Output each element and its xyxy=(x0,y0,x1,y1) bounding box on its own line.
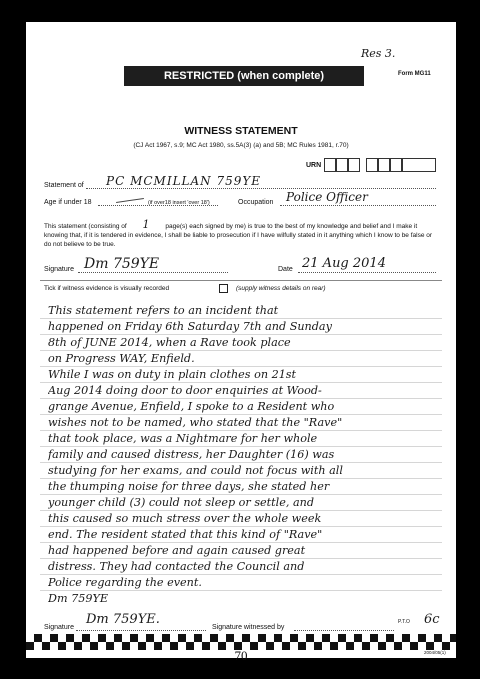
urn-label: URN xyxy=(306,162,322,169)
rule-line xyxy=(40,350,442,351)
footer-code: 2004/05(1) xyxy=(424,650,446,655)
bottom-signature[interactable] xyxy=(86,612,160,627)
statement-line: the thumping noise for three days, she stated her xyxy=(48,480,330,493)
occupation-label: Occupation xyxy=(238,199,274,206)
date-field[interactable]: 21 Aug 2014 xyxy=(302,256,386,271)
age-label: Age if under 18 xyxy=(44,199,92,206)
rule-line xyxy=(40,574,442,575)
statement-of-label: Statement of xyxy=(44,182,84,189)
pto-label: P.T.O xyxy=(398,619,410,625)
visually-recorded-checkbox[interactable] xyxy=(219,284,228,293)
signature-label: Signature xyxy=(44,266,74,273)
statement-line: wishes not to be named, who stated that the "Rave" xyxy=(48,416,343,429)
date-line xyxy=(298,272,436,273)
occupation-field[interactable]: Police Officer xyxy=(286,190,368,204)
statement-line: studying for her exams, and could not focus with all xyxy=(48,464,343,477)
rule-line xyxy=(40,590,442,591)
restricted-banner: RESTRICTED (when complete) xyxy=(124,66,364,86)
witnessed-label: Signature witnessed by xyxy=(212,624,285,631)
legal-reference: (CJ Act 1967, s.9; MC Act 1980, ss.5A(3) (a) and 5B; MC Rules 1981, r.70) xyxy=(133,142,349,149)
statement-line: While I was on duty in plain clothes on 21st xyxy=(48,368,297,381)
statement-line: happened on Friday 6th Saturday 7th and Sunday xyxy=(48,320,332,333)
signature-value: 759YE xyxy=(112,256,160,272)
witness-statement-form xyxy=(26,22,456,663)
rule-line xyxy=(40,494,442,495)
rule-line xyxy=(40,334,442,335)
signature-top[interactable] xyxy=(84,256,159,272)
bottom-signature-label: Signature xyxy=(44,624,74,631)
rule-line xyxy=(40,542,442,543)
signoff-scribble: Dm xyxy=(48,592,72,605)
statement-line: This statement refers to an incident that xyxy=(48,304,279,317)
age-strike xyxy=(116,198,144,203)
page-number: 70 xyxy=(234,648,248,663)
age-note: (if over18 insert 'over 18') xyxy=(148,200,210,206)
rule-line xyxy=(40,478,442,479)
initials-mark: 6c xyxy=(424,612,440,627)
statement-line: younger child (3) could not sleep or settle, and xyxy=(48,496,315,509)
divider xyxy=(40,280,442,281)
signoff-value: 759YE xyxy=(71,592,109,605)
signature-scribble: Dm xyxy=(84,256,113,272)
urn-box[interactable] xyxy=(402,158,436,172)
statement-line: grange Avenue, Enfield, I spoke to a Resident who xyxy=(48,400,335,413)
urn-box[interactable] xyxy=(378,158,390,172)
urn-box[interactable] xyxy=(324,158,336,172)
bottom-signature-scribble: Dm xyxy=(86,612,113,627)
rule-line xyxy=(40,462,442,463)
witnessed-line xyxy=(294,630,394,631)
declaration-post: page(s) each signed by me) is true to the best of my knowledge and belief and I make it knowing that, if it is tendered in evidence, I shall be liable to prosecution if I have wilfully stated in it anything which I know to be false or do not believe to be true. xyxy=(44,223,433,248)
statement-of-line xyxy=(86,188,436,189)
urn-box[interactable] xyxy=(390,158,402,172)
statement-line: Aug 2014 doing door to door enquiries at Wood- xyxy=(48,384,322,397)
rule-line xyxy=(40,558,442,559)
rule-line xyxy=(40,446,442,447)
date-label: Date xyxy=(278,266,293,273)
tick-detail: (supply witness details on rear) xyxy=(236,285,326,292)
occupation-line xyxy=(280,205,436,206)
exhibit-mark: Res 3. xyxy=(361,47,396,60)
statement-line: distress. They had contacted the Council and xyxy=(48,560,305,573)
statement-line: had happened before and again caused great xyxy=(48,544,306,557)
pages-count[interactable]: 1 xyxy=(142,218,150,231)
form-title: WITNESS STATEMENT xyxy=(184,125,298,137)
rule-line xyxy=(40,366,442,367)
statement-line: 8th of JUNE 2014, when a Rave took place xyxy=(48,336,291,349)
rule-line xyxy=(40,414,442,415)
bottom-signature-line xyxy=(76,630,206,631)
statement-line: on Progress WAY, Enfield. xyxy=(48,352,195,365)
statement-line: Police regarding the event. xyxy=(48,576,202,589)
urn-box[interactable] xyxy=(336,158,348,172)
rule-line xyxy=(40,526,442,527)
form-number: Form MG11 xyxy=(398,71,431,77)
rule-line xyxy=(40,430,442,431)
rule-line xyxy=(40,398,442,399)
urn-box[interactable] xyxy=(348,158,360,172)
rule-line xyxy=(40,318,442,319)
statement-of-field[interactable]: PC MCMILLAN 759YE xyxy=(106,174,262,188)
statement-line: this caused so much stress over the whole week xyxy=(48,512,322,525)
signature-line xyxy=(78,272,228,273)
tick-label: Tick if witness evidence is visually recorded xyxy=(44,285,170,292)
declaration-text xyxy=(44,220,440,249)
rule-line xyxy=(40,382,442,383)
urn-box[interactable] xyxy=(366,158,378,172)
statement-line: family and caused distress, her Daughter (16) was xyxy=(48,448,335,461)
rule-line xyxy=(40,510,442,511)
statement-line: that took place, was a Nightmare for her whole xyxy=(48,432,318,445)
statement-signoff xyxy=(48,592,450,605)
statement-line: end. The resident stated that this kind of "Rave" xyxy=(48,528,323,541)
declaration-pre: This statement (consisting of xyxy=(44,223,127,230)
statement-body[interactable] xyxy=(40,304,442,605)
bottom-signature-value: 759YE. xyxy=(112,612,160,627)
